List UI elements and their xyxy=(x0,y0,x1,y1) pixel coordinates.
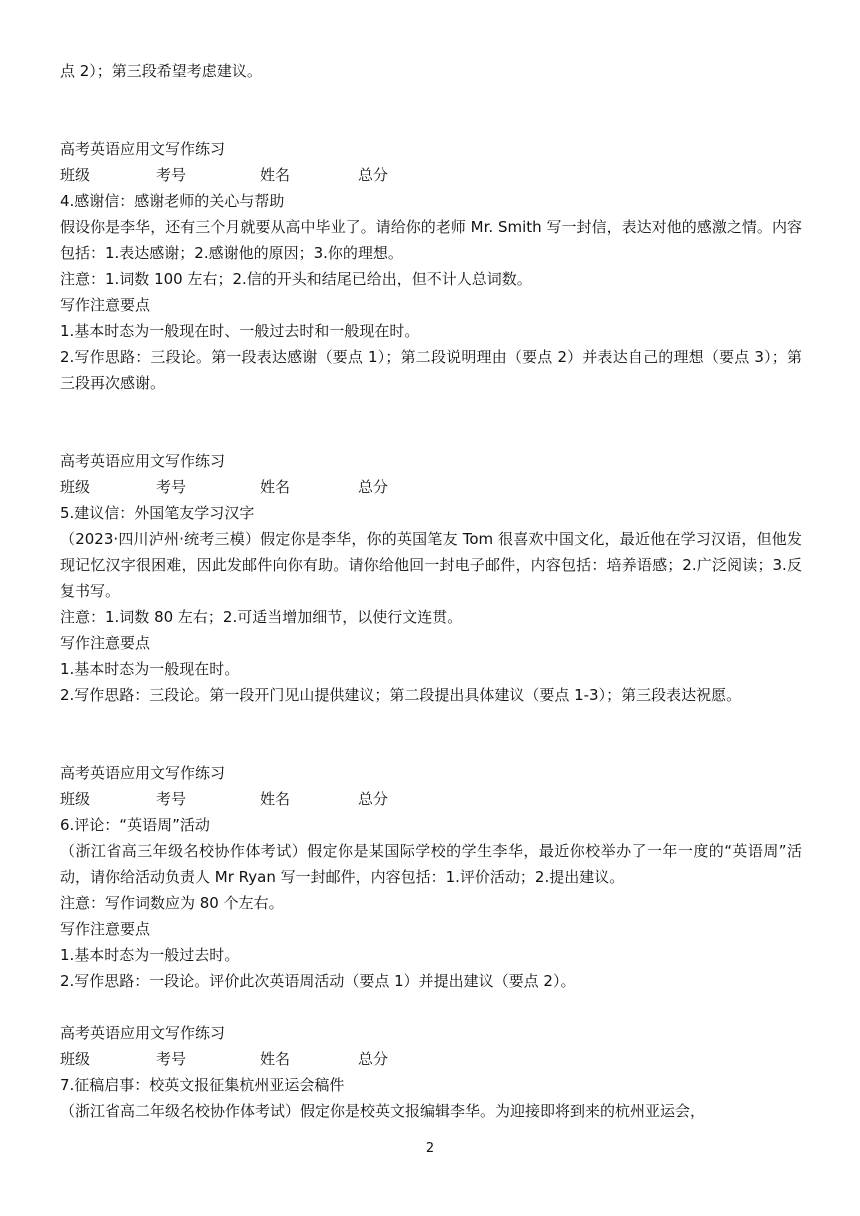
exercise-title: 7.征稿启事：校英文报征集杭州亚运会稿件 xyxy=(60,1076,345,1094)
tips-title: 写作注意要点 xyxy=(60,296,151,314)
field-total-score: 总分 xyxy=(358,790,389,808)
spacer xyxy=(60,994,802,1020)
exercise-note: 注意：1.词数 80 左右；2.可适当增加细节，以使行文连贯。 xyxy=(60,608,463,626)
field-class: 班级 xyxy=(60,790,91,808)
tips-title: 写作注意要点 xyxy=(60,634,151,652)
exercise-note: 注意：写作词数应为 80 个左右。 xyxy=(60,894,284,912)
student-info-fields xyxy=(60,1046,802,1072)
exercise-header: 高考英语应用文写作练习 xyxy=(60,452,226,470)
student-info-fields xyxy=(60,786,802,812)
exercise-prompt: 假设你是李华，还有三个月就要从高中毕业了。请给你的老师 Mr. Smith 写一封信，表达对他的感激之情。内容包括：1.表达感谢；2.感谢他的原因；3.你的理想。 xyxy=(60,218,802,262)
tip-tense: 1.基本时态为一般现在时、一般过去时和一般现在时。 xyxy=(60,322,420,340)
exercise-block-6 xyxy=(60,760,802,994)
exercise-title: 4.感谢信：感谢老师的关心与帮助 xyxy=(60,192,285,210)
field-name: 姓名 xyxy=(260,478,291,496)
field-class: 班级 xyxy=(60,478,91,496)
field-class: 班级 xyxy=(60,1050,91,1068)
exercise-note: 注意：1.词数 100 左右；2.信的开头和结尾已给出，但不计人总词数。 xyxy=(60,270,532,288)
exercise-title: 5.建议信：外国笔友学习汉字 xyxy=(60,504,255,522)
tip-structure: 2.写作思路：三段论。第一段表达感谢（要点 1）；第二段说明理由（要点 2）并表达自己的理想（要点 3）；第三段再次感谢。 xyxy=(60,348,802,392)
student-info-fields xyxy=(60,162,802,188)
tip-tense: 1.基本时态为一般过去时。 xyxy=(60,946,240,964)
field-exam-number: 考号 xyxy=(156,1050,187,1068)
page-number: 2 xyxy=(425,1141,435,1156)
exercise-prompt: （浙江省高二年级名校协作体考试）假定你是校英文报编辑李华。为迎接即将到来的杭州亚运会， xyxy=(60,1102,706,1120)
exercise-header: 高考英语应用文写作练习 xyxy=(60,764,226,782)
exercise-title: 6.评论：“英语周”活动 xyxy=(60,816,210,834)
spacer xyxy=(60,84,802,136)
spacer xyxy=(60,396,802,448)
continued-line: 点 2）；第三段希望考虑建议。 xyxy=(60,62,262,80)
exercise-header: 高考英语应用文写作练习 xyxy=(60,140,226,158)
field-exam-number: 考号 xyxy=(156,166,187,184)
tips-title: 写作注意要点 xyxy=(60,920,151,938)
document-page xyxy=(60,58,802,1124)
field-total-score: 总分 xyxy=(358,166,389,184)
field-name: 姓名 xyxy=(260,166,291,184)
exercise-block-4 xyxy=(60,136,802,396)
tip-tense: 1.基本时态为一般现在时。 xyxy=(60,660,240,678)
field-exam-number: 考号 xyxy=(156,790,187,808)
exercise-block-7 xyxy=(60,1020,802,1124)
tip-structure: 2.写作思路：三段论。第一段开门见山提供建议；第二段提出具体建议（要点 1-3）；第三段表达祝愿。 xyxy=(60,686,742,704)
field-name: 姓名 xyxy=(260,1050,291,1068)
tip-structure: 2.写作思路：一段论。评价此次英语周活动（要点 1）并提出建议（要点 2）。 xyxy=(60,972,576,990)
spacer xyxy=(60,708,802,760)
exercise-header: 高考英语应用文写作练习 xyxy=(60,1024,226,1042)
student-info-fields xyxy=(60,474,802,500)
field-total-score: 总分 xyxy=(358,1050,389,1068)
field-name: 姓名 xyxy=(260,790,291,808)
exercise-prompt: （浙江省高三年级名校协作体考试）假定你是某国际学校的学生李华，最近你校举办了一年一度的“英语周”活动，请你给活动负责人 Mr Ryan 写一封邮件，内容包括：1.评价活动；2.提出建议。 xyxy=(60,842,802,886)
field-class: 班级 xyxy=(60,166,91,184)
field-total-score: 总分 xyxy=(358,478,389,496)
field-exam-number: 考号 xyxy=(156,478,187,496)
exercise-prompt: （2023·四川泸州·统考三模）假定你是李华，你的英国笔友 Tom 很喜欢中国文化，最近他在学习汉语，但他发现记忆汉字很困难，因此发邮件向你有助。请你给他回一封电子邮件，内容包括：培养语感；2.广泛阅读；3.反复书写。 xyxy=(60,530,802,600)
exercise-block-5 xyxy=(60,448,802,708)
